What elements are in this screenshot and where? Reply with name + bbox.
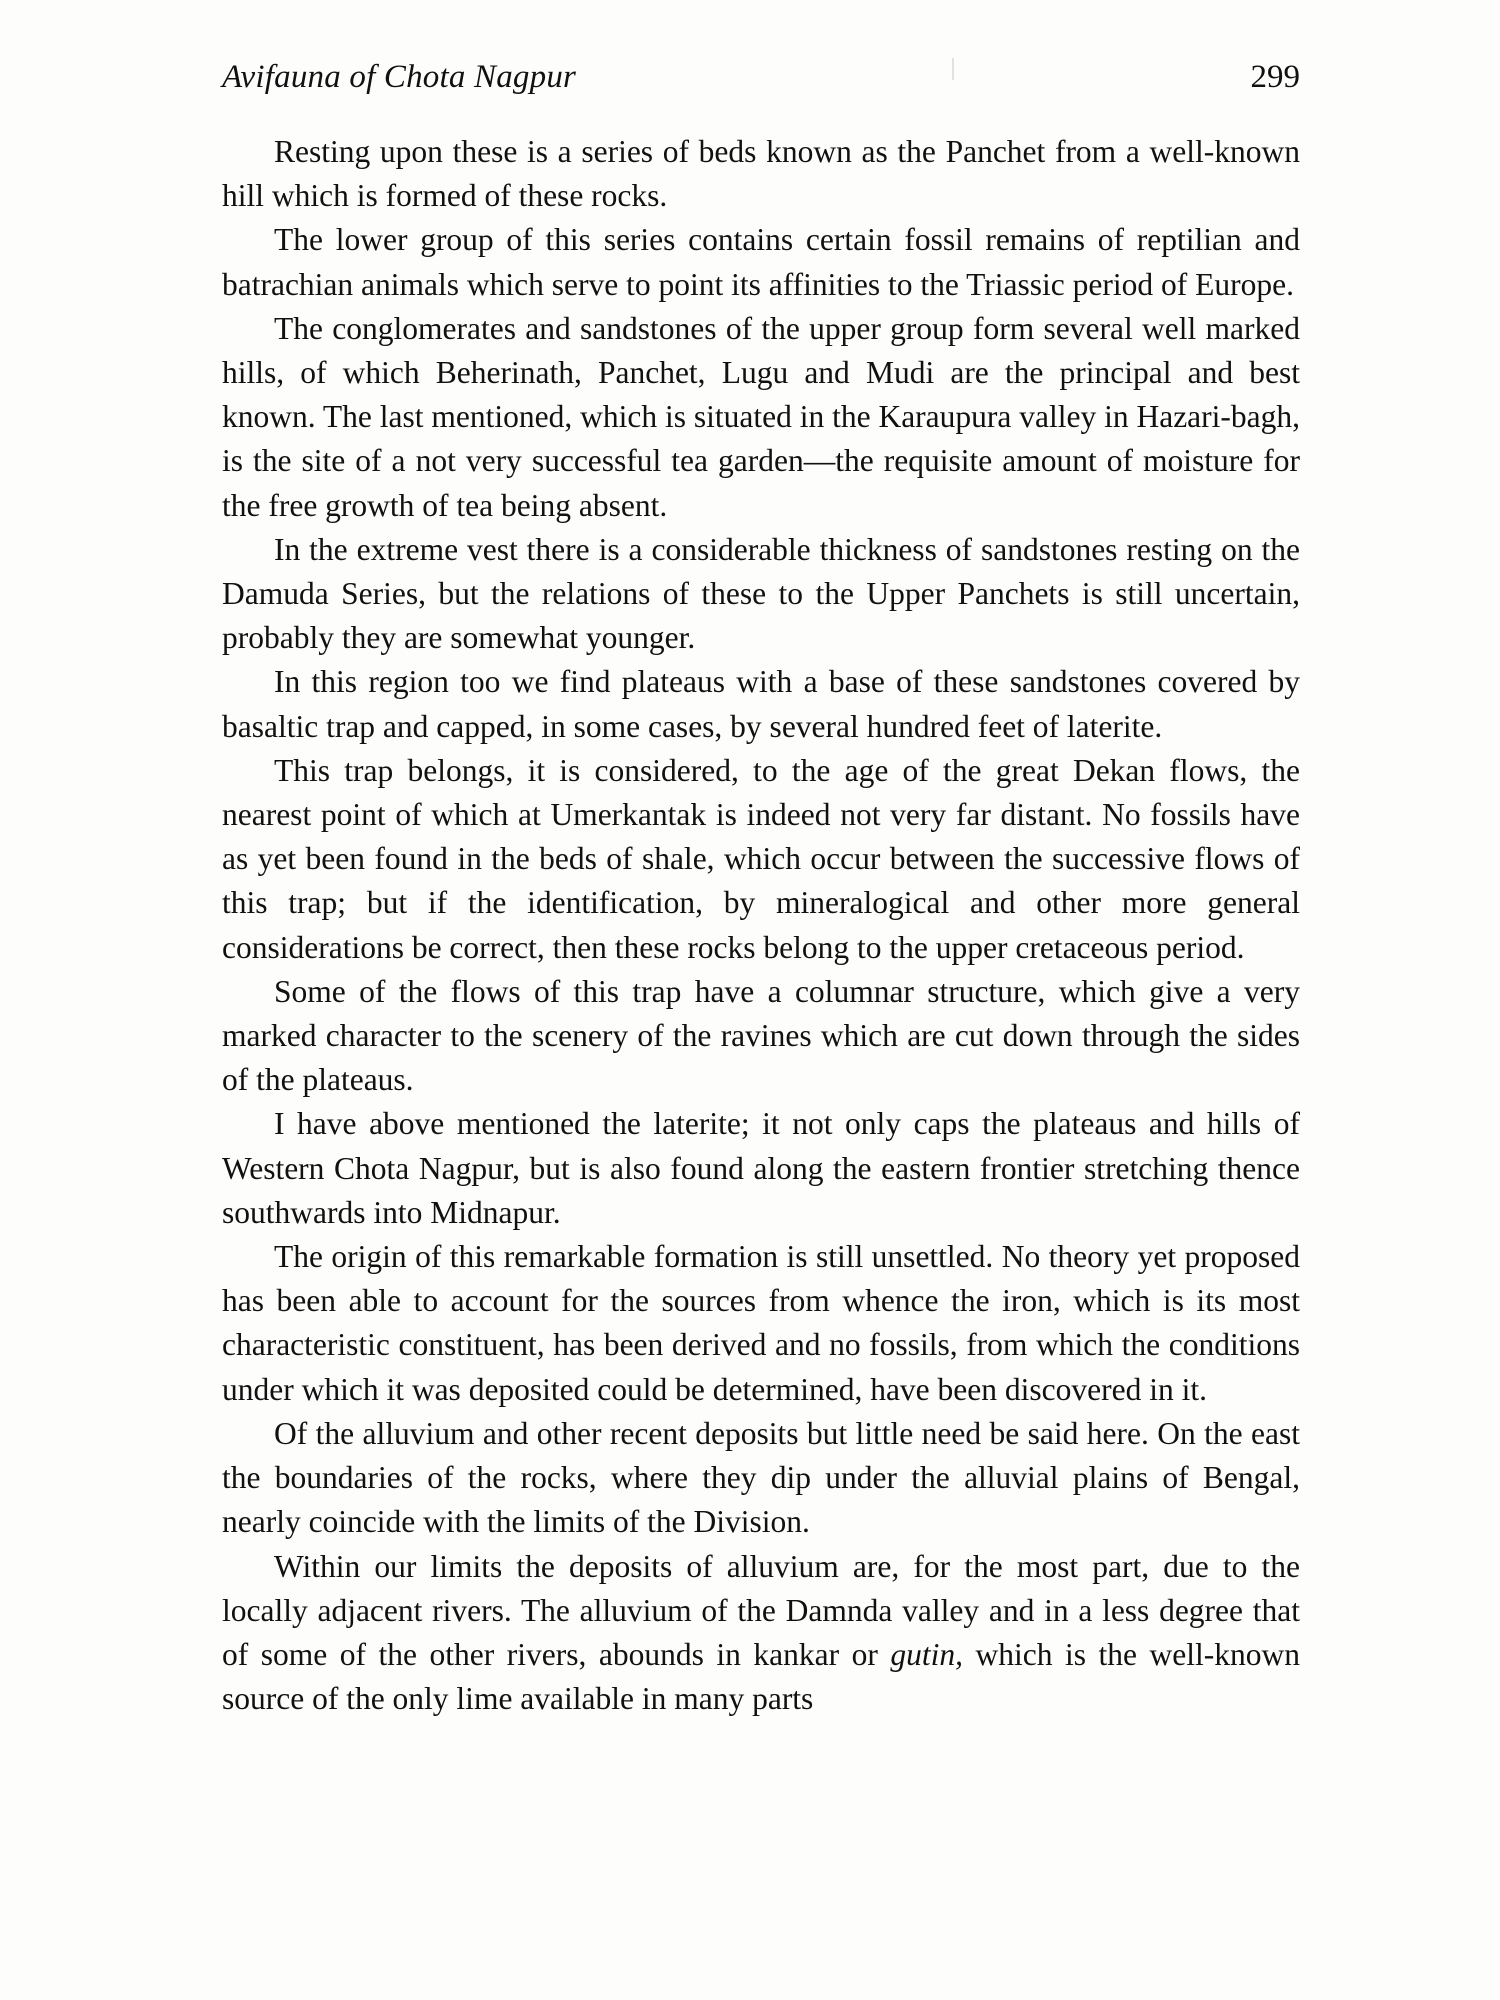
paragraph-alluvium: Of the alluvium and other recent deposits but little need be said here. On the east the boundaries of the rocks, where they dip under the alluvial plains of Bengal, nearly coincide with the limits of the Division. [222,1415,1300,1540]
river-deposits-text-end: which is the well-known source of the only lime available in many parts [222,1636,1300,1717]
running-title: Avifauna of Chota Nagpur [222,59,577,95]
page-number: 299 [1250,59,1300,95]
paragraph-plateaus: In this region too we find plateaus with a base of these sandstones covered by basaltic trap and capped, in some cases, by several hundred feet of laterite. [222,664,1300,744]
paragraph-laterite: I have above mentioned the laterite; it not only caps the plateaus and hills of Western Chota Nagpur, but is also found along the eastern frontier stretching thence southwards into Midnapur. [222,1106,1300,1230]
paragraph-western-sandstones: In the extreme vest there is a considerable thickness of sandstones resting on the Damuda Series, but the relations of these to the Upper Panchets is still uncertain, probably they are somewhat younger. [222,531,1300,656]
paragraph-lower-group-fossils: The lower group of this series contains certain fossil remains of reptilian and batrachian animals which serve to point its affinities to the Triassic period of Europe. [222,222,1300,302]
gutin-term: gutin, [890,1636,963,1672]
paragraph-trap-age: This trap belongs, it is considered, to the age of the great Dekan flows, the nearest point of which at Umerkantak is indeed not very far distant. No fossils have as yet been found in the beds of shale, which occur between the successive flows of this trap; but if the identification, by mineralogical and other more general considerations be correct, then these rocks belong to the upper cretaceous period. [222,752,1300,965]
paragraph-river-deposits [222,1545,1300,1722]
paragraph-laterite-origin: The origin of this remarkable formation is still unsettled. No theory yet proposed has been able to account for the sources from whence the iron, which is its most characteristic constituent, has been derived and no fossils, from which the conditions under which it was deposited could be determined, have been discovered in it. [222,1239,1300,1407]
body-text [222,130,1300,1721]
river-deposits-text-start: Within our limits the deposits of alluvium are, for the most part, due to the locally adjacent rivers. The alluvium of the Damnda valley and in a less degree that of some of the other rivers, abounds in kankar or [222,1548,1300,1672]
paragraph-panchet-beds: Resting upon these is a series of beds known as the Panchet from a well-known hill which is formed of these rocks. [222,134,1300,214]
running-header [222,52,1300,102]
paragraph-upper-group-hills: The conglomerates and sandstones of the upper group form several well marked hills, of which Beherinath, Panchet, Lugu and Mudi are the principal and best known. The last mentioned, which is situated in the Karaupura valley in Hazari-bagh, is the site of a not very successful tea garden—the requisite amount of moisture for the free growth of tea being absent. [222,310,1300,523]
paragraph-columnar-structure: Some of the flows of this trap have a columnar structure, which give a very marked character to the scenery of the ravines which are cut down through the sides of the plateaus. [222,973,1300,1098]
